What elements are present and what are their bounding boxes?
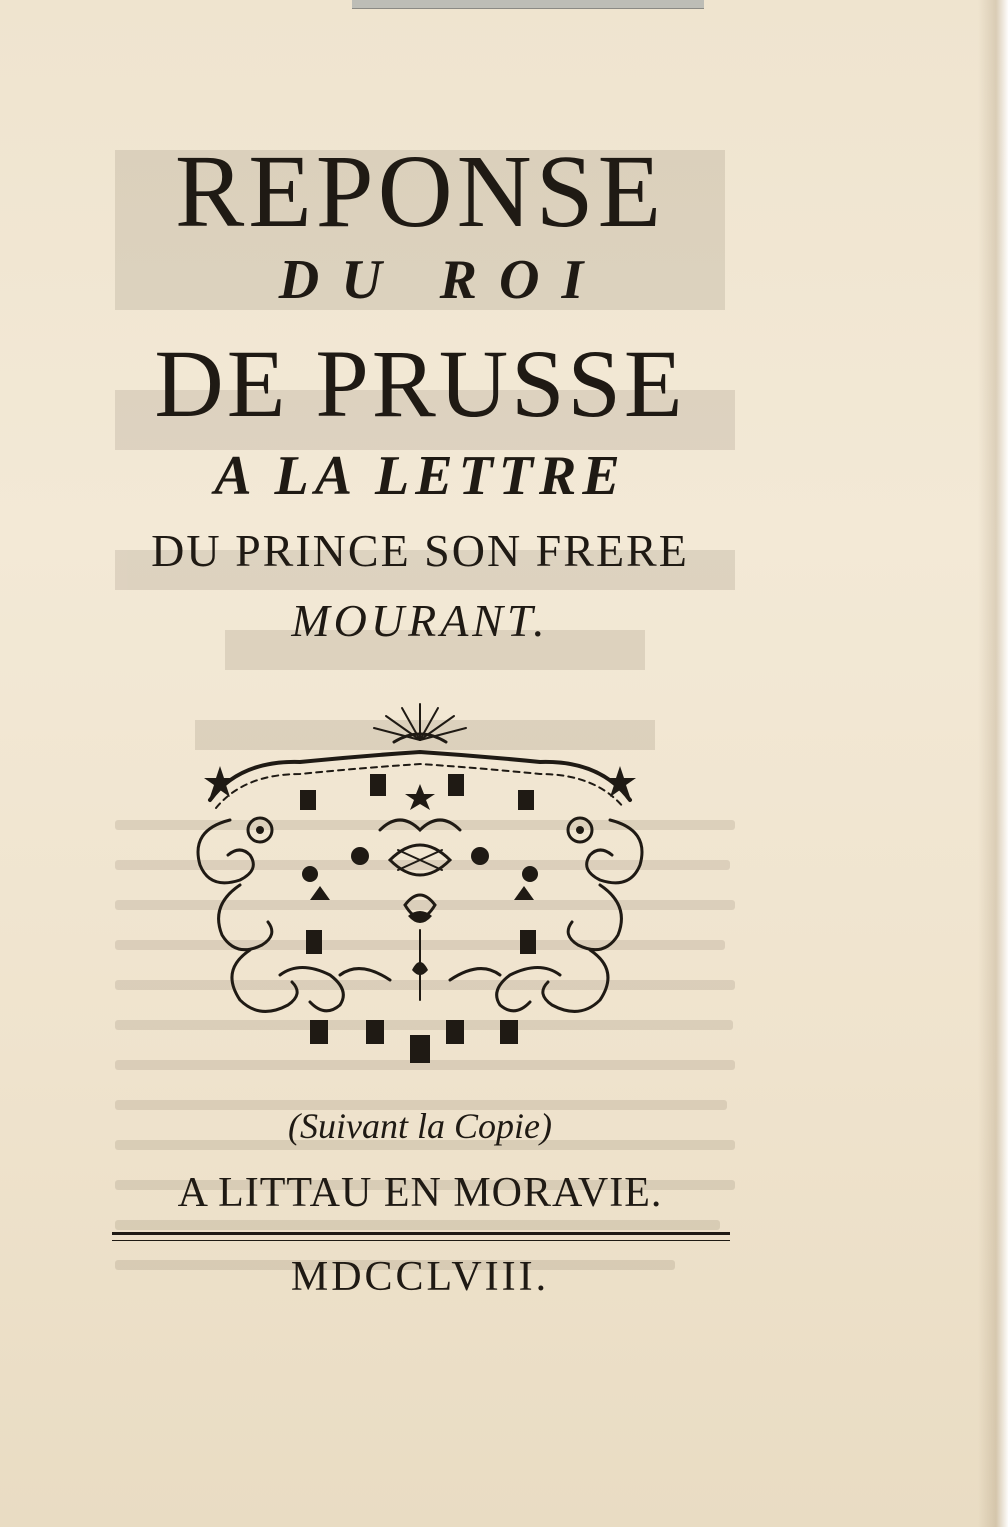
title-mourant: MOURANT.: [291, 595, 549, 646]
title-de-prusse: DE PRUSSE: [154, 330, 686, 437]
title-du-roi: DU ROI: [278, 249, 606, 311]
paper-edge-shadow: [978, 0, 1008, 1527]
double-rule-thick: [112, 1232, 730, 1235]
double-rule-thin: [112, 1240, 730, 1241]
imprint-year: MDCCLVIII.: [290, 1254, 550, 1300]
imprint-place: A LITTAU EN MORAVIE.: [177, 1170, 663, 1216]
title-reponse: REPONSE: [174, 134, 666, 249]
title-a-la-lettre: A LA LETTRE: [214, 445, 626, 507]
imprint-note: (Suivant la Copie): [288, 1106, 552, 1146]
crown-vignette-icon: [180, 690, 660, 1080]
title-du-prince: DU PRINCE SON FRERE: [151, 525, 689, 576]
scan-tab: [352, 0, 704, 9]
